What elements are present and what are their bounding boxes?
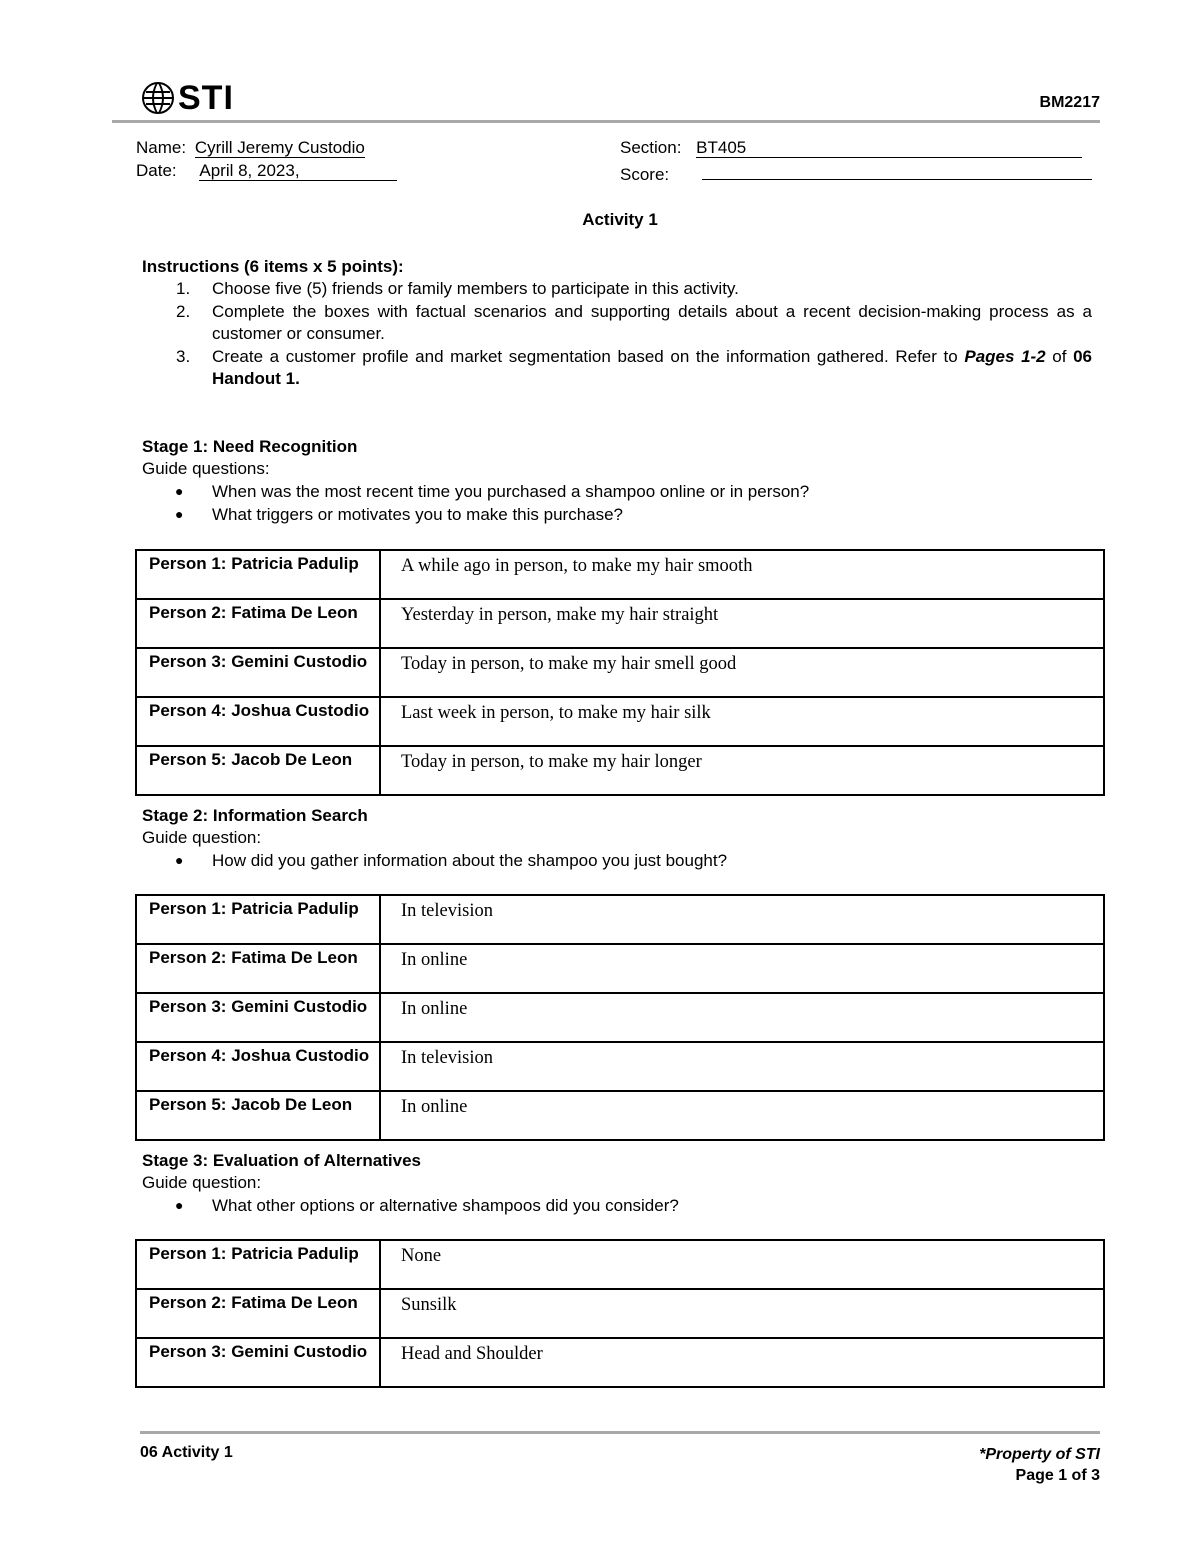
stage-heading: Stage 3: Evaluation of Alternatives — [142, 1151, 421, 1170]
date-value: April 8, 2023, — [199, 162, 397, 181]
page-header — [140, 78, 1100, 120]
item-number: 3. — [176, 346, 191, 366]
document-code: BM2217 — [1039, 94, 1100, 111]
table-row — [136, 1042, 1104, 1091]
answer-cell: In online — [380, 944, 1104, 993]
score-field — [620, 161, 1092, 185]
logo-text: STI — [178, 79, 234, 117]
person-cell: Person 1: Patricia Padulip — [136, 550, 380, 599]
footer-divider — [140, 1431, 1100, 1434]
table-row — [136, 1240, 1104, 1289]
table-row — [136, 1091, 1104, 1140]
answer-cell: A while ago in person, to make my hair smooth — [380, 550, 1104, 599]
person-cell: Person 1: Patricia Padulip — [136, 1240, 380, 1289]
footer-right — [979, 1444, 1100, 1486]
table-row — [136, 1289, 1104, 1338]
stage-3-table — [135, 1239, 1105, 1388]
table-row — [136, 648, 1104, 697]
person-cell: Person 4: Joshua Custodio — [136, 1042, 380, 1091]
table-row — [136, 993, 1104, 1042]
name-value: Cyrill Jeremy Custodio — [194, 138, 365, 157]
table-row — [136, 895, 1104, 944]
answer-cell: In television — [380, 895, 1104, 944]
activity-title: Activity 1 — [582, 210, 658, 229]
item-text-of: of — [1045, 346, 1074, 366]
list-item: ● How did you gather information about the shampoo you just bought? — [175, 851, 728, 870]
stage-1 — [142, 436, 1092, 526]
item-text: Complete the boxes with factual scenarios and supporting details about a recent decision-making process as a customer or consumer. — [212, 301, 1092, 343]
answer-cell: Head and Shoulder — [380, 1338, 1104, 1387]
stage-3 — [142, 1150, 1092, 1217]
answer-cell: Last week in person, to make my hair silk — [380, 697, 1104, 746]
table-row — [136, 697, 1104, 746]
answer-cell: Sunsilk — [380, 1289, 1104, 1338]
list-item: ● When was the most recent time you purchased a shampoo online or in person? — [175, 482, 810, 501]
answer-cell: Today in person, to make my hair longer — [380, 746, 1104, 795]
person-cell: Person 3: Gemini Custodio — [136, 648, 380, 697]
question-text: When was the most recent time you purchased a shampoo online or in person? — [212, 482, 810, 501]
table-row — [136, 599, 1104, 648]
name-label: Name: — [136, 138, 187, 157]
stage-2-table — [135, 894, 1105, 1141]
pages-reference: Pages 1-2 — [964, 346, 1046, 366]
page-number: Page 1 of 3 — [1015, 1467, 1100, 1484]
score-label: Score: — [620, 165, 670, 184]
person-cell: Person 1: Patricia Padulip — [136, 895, 380, 944]
stage-heading: Stage 1: Need Recognition — [142, 437, 358, 456]
item-text: Create a customer profile and market segmentation based on the information gathered. Refer to — [212, 346, 965, 366]
guide-questions — [142, 1194, 1092, 1217]
person-cell: Person 5: Jacob De Leon — [136, 746, 380, 795]
item-number: 1. — [176, 279, 191, 298]
date-field — [136, 161, 397, 181]
person-cell: Person 3: Gemini Custodio — [136, 1338, 380, 1387]
section-field — [620, 138, 1082, 158]
answer-cell: In television — [380, 1042, 1104, 1091]
stage-2 — [142, 805, 1092, 872]
stage-1-table — [135, 549, 1105, 796]
guide-label: Guide question: — [142, 828, 262, 847]
name-field — [136, 138, 365, 158]
guide-label: Guide questions: — [142, 459, 270, 478]
person-cell: Person 2: Fatima De Leon — [136, 599, 380, 648]
guide-label: Guide question: — [142, 1173, 262, 1192]
header-divider — [112, 120, 1100, 123]
score-value — [702, 161, 1092, 180]
sti-logo — [140, 78, 234, 118]
section-value: BT405 — [696, 139, 1082, 158]
answer-cell: Yesterday in person, make my hair straight — [380, 599, 1104, 648]
question-text: How did you gather information about the shampoo you just bought? — [212, 851, 728, 870]
instructions — [142, 256, 1092, 391]
item-number: 2. — [176, 301, 191, 321]
answer-cell: In online — [380, 993, 1104, 1042]
list-item — [142, 301, 1092, 346]
section-label: Section: — [620, 138, 682, 157]
list-item: ● What triggers or motivates you to make this purchase? — [175, 505, 624, 524]
item-text: Choose five (5) friends or family members to participate in this activity. — [212, 279, 739, 298]
person-cell: Person 3: Gemini Custodio — [136, 993, 380, 1042]
question-text: What other options or alternative shampoos did you consider? — [212, 1196, 679, 1215]
list-item — [142, 278, 1092, 301]
person-cell: Person 2: Fatima De Leon — [136, 944, 380, 993]
answer-cell: None — [380, 1240, 1104, 1289]
table-row — [136, 1338, 1104, 1387]
answer-cell: Today in person, to make my hair smell good — [380, 648, 1104, 697]
instructions-heading: Instructions (6 items x 5 points): — [142, 257, 404, 276]
person-cell: Person 2: Fatima De Leon — [136, 1289, 380, 1338]
instructions-list — [142, 278, 1092, 391]
footer-document-name: 06 Activity 1 — [140, 1444, 233, 1461]
question-text: What triggers or motivates you to make this purchase? — [212, 505, 624, 524]
person-cell: Person 5: Jacob De Leon — [136, 1091, 380, 1140]
globe-icon — [140, 81, 176, 115]
list-item: ● What other options or alternative shampoos did you consider? — [175, 1196, 679, 1215]
stage-heading: Stage 2: Information Search — [142, 806, 368, 825]
table-row — [136, 746, 1104, 795]
guide-questions — [142, 480, 1092, 526]
table-row — [136, 944, 1104, 993]
person-cell: Person 4: Joshua Custodio — [136, 697, 380, 746]
answer-cell: In online — [380, 1091, 1104, 1140]
property-notice: *Property of STI — [979, 1446, 1100, 1463]
guide-questions — [142, 849, 1092, 872]
list-item — [142, 346, 1092, 391]
table-row — [136, 550, 1104, 599]
handout-reference: 06 Handout 1. — [212, 346, 1092, 388]
date-label: Date: — [136, 161, 177, 180]
